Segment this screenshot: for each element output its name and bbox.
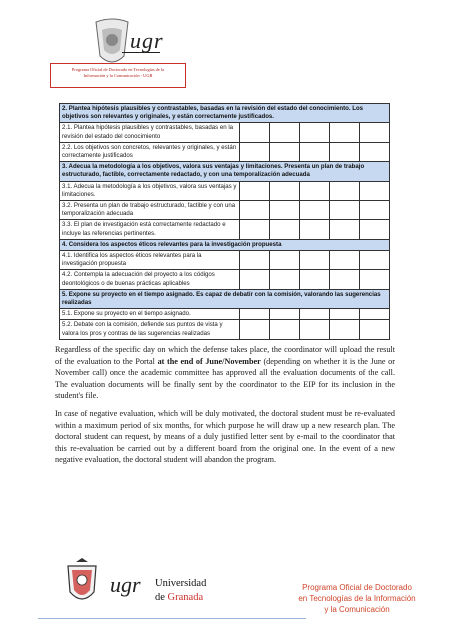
rubric-item-row (60, 123, 390, 142)
footer-university-name (155, 577, 206, 605)
footer-de: de (155, 592, 168, 603)
score-cell[interactable] (300, 201, 330, 220)
header-divider (122, 52, 160, 53)
rubric-section-row (60, 162, 390, 181)
score-cell[interactable] (330, 142, 360, 161)
rubric-item-text: 3.3. El plan de investigación está correctamente redactado e incluye las referencias pertinentes. (60, 220, 240, 239)
score-cell[interactable] (270, 181, 300, 200)
score-cell[interactable] (240, 181, 270, 200)
footer-university-line1: Universidad (155, 578, 207, 589)
rubric-item-text: 3.1. Adecua la metodología a los objetivos, valora sus ventajas y limitaciones. (60, 181, 240, 200)
rubric-section-row (60, 104, 390, 123)
rubric-section-text: 3. Adecua la metodología a los objetivos, valora sus ventajas y limitaciones. Presenta un plan de trabajo estructurado, factible, correctamente redactado, y con una temporalización adecuada (60, 162, 390, 181)
rubric-item-row (60, 220, 390, 239)
score-cell[interactable] (360, 220, 390, 239)
score-cell[interactable] (330, 270, 360, 289)
score-cell[interactable] (240, 270, 270, 289)
score-cell[interactable] (300, 320, 330, 339)
score-cell[interactable] (270, 309, 300, 320)
score-cell[interactable] (300, 123, 330, 142)
rubric-item-row (60, 270, 390, 289)
score-cell[interactable] (270, 123, 300, 142)
score-cell[interactable] (240, 123, 270, 142)
score-cell[interactable] (360, 123, 390, 142)
footer-program-line2: en Tecnologías de la Información (298, 594, 416, 603)
score-cell[interactable] (240, 142, 270, 161)
rubric-item-row (60, 309, 390, 320)
rubric-item-text: 5.1. Expone su proyecto en el tiempo asignado. (60, 309, 240, 320)
score-cell[interactable] (360, 142, 390, 161)
rubric-section-row (60, 239, 390, 250)
footer-university-line2 (155, 591, 206, 605)
score-cell[interactable] (330, 123, 360, 142)
score-cell[interactable] (360, 201, 390, 220)
university-seal-icon (58, 558, 106, 610)
rubric-item-text: 2.2. Los objetivos son concretos, relevantes y originales, y están correctamente justificados (60, 142, 240, 161)
score-cell[interactable] (270, 320, 300, 339)
score-cell[interactable] (330, 181, 360, 200)
rubric-section-row (60, 289, 390, 308)
rubric-item-text: 4.1. Identifica los aspectos éticos relevantes para la investigación propuesta (60, 251, 240, 270)
rubric-body (60, 104, 390, 340)
score-cell[interactable] (330, 220, 360, 239)
header-program-line2: Información y la Comunicación - UGR (83, 73, 153, 78)
rubric-section-text: 4. Considera los aspectos éticos relevantes para la investigación propuesta (60, 239, 390, 250)
score-cell[interactable] (270, 142, 300, 161)
rubric-item-row (60, 251, 390, 270)
paragraph-negative-evaluation: In case of negative evaluation, which will be duly motivated, the doctoral student must be re-evaluated within a maximum period of six months, for which purpose he will draw up a new research plan. The doctoral student can request, by means of a duly justified letter sent by e-mail to the coordinator that this re-evaluation be carried out by a different board from the original one. In the event of a new negative evaluation, the doctoral student will abandon the program. (55, 409, 395, 465)
rubric-item-text: 4.2. Contempla la adecuación del proyecto a los códigos deontológicos o de buenas prácticas aplicables (60, 270, 240, 289)
score-cell[interactable] (330, 201, 360, 220)
rubric-section-text: 2. Plantea hipótesis plausibles y contrastables, basadas en la revisión del estado del conocimiento. Los objetivos son relevantes y originales, y están correctamente justificados. (60, 104, 390, 123)
rubric-item-text: 2.1. Plantea hipótesis plausibles y contrastables, basadas en la revisión del estado del conocimiento (60, 123, 240, 142)
score-cell[interactable] (300, 220, 330, 239)
evaluation-rubric-table (59, 103, 390, 340)
footer-divider (38, 618, 306, 619)
rubric-item-text: 5.2. Debate con la comisión, defiende sus puntos de vista y valora los pros y contras de las sugerencias realizadas (60, 320, 240, 339)
score-cell[interactable] (240, 201, 270, 220)
score-cell[interactable] (300, 142, 330, 161)
score-cell[interactable] (270, 251, 300, 270)
rubric-item-row (60, 181, 390, 200)
header-program-title (55, 67, 181, 79)
header-ugr-logo-text: ugr (130, 28, 164, 53)
score-cell[interactable] (300, 309, 330, 320)
header-program-line1: Programa Oficial de Doctorado en Tecnologías de la (71, 67, 165, 72)
paragraph1-deadline: at the end of June/November (157, 356, 261, 366)
score-cell[interactable] (270, 270, 300, 289)
rubric-item-text: 3.2. Presenta un plan de trabajo estructurado, factible y con una temporalización adecuada (60, 201, 240, 220)
footer-program-line3: y la Comunicación (324, 605, 390, 614)
score-cell[interactable] (270, 220, 300, 239)
rubric-item-row (60, 142, 390, 161)
footer-ugr-logo-text: ugr (110, 572, 141, 597)
ugr-crest-logo (88, 16, 136, 68)
score-cell[interactable] (240, 309, 270, 320)
footer-program-name (282, 582, 432, 615)
footer-granada: Granada (167, 592, 204, 603)
score-cell[interactable] (360, 270, 390, 289)
score-cell[interactable] (300, 181, 330, 200)
score-cell[interactable] (360, 320, 390, 339)
paragraph1-start: Regardless of the specific day on which the defense takes place, the coordinator will upload the result of the evaluation to the Portal (55, 345, 395, 366)
score-cell[interactable] (360, 309, 390, 320)
header-program-box (50, 63, 186, 88)
score-cell[interactable] (300, 270, 330, 289)
paragraph1-end: (depending on whether it is the June or November call) once the academic committee has approved all the evaluation documents of the call. The evaluation documents will be finally sent by the coordinator to the EIP for its inclusion in the student's file. (55, 356, 396, 401)
score-cell[interactable] (360, 181, 390, 200)
rubric-section-text: 5. Expone su proyecto en el tiempo asignado. Es capaz de debatir con la comisión, valorando las sugerencias realizadas (60, 289, 390, 308)
rubric-item-row (60, 320, 390, 339)
score-cell[interactable] (330, 320, 360, 339)
score-cell[interactable] (360, 251, 390, 270)
score-cell[interactable] (330, 309, 360, 320)
score-cell[interactable] (330, 251, 360, 270)
score-cell[interactable] (240, 251, 270, 270)
rubric-item-row (60, 201, 390, 220)
score-cell[interactable] (270, 201, 300, 220)
score-cell[interactable] (300, 251, 330, 270)
footer-program-line1: Programa Oficial de Doctorado (302, 583, 412, 592)
score-cell[interactable] (240, 320, 270, 339)
paragraph-upload-result (55, 344, 395, 402)
score-cell[interactable] (240, 220, 270, 239)
